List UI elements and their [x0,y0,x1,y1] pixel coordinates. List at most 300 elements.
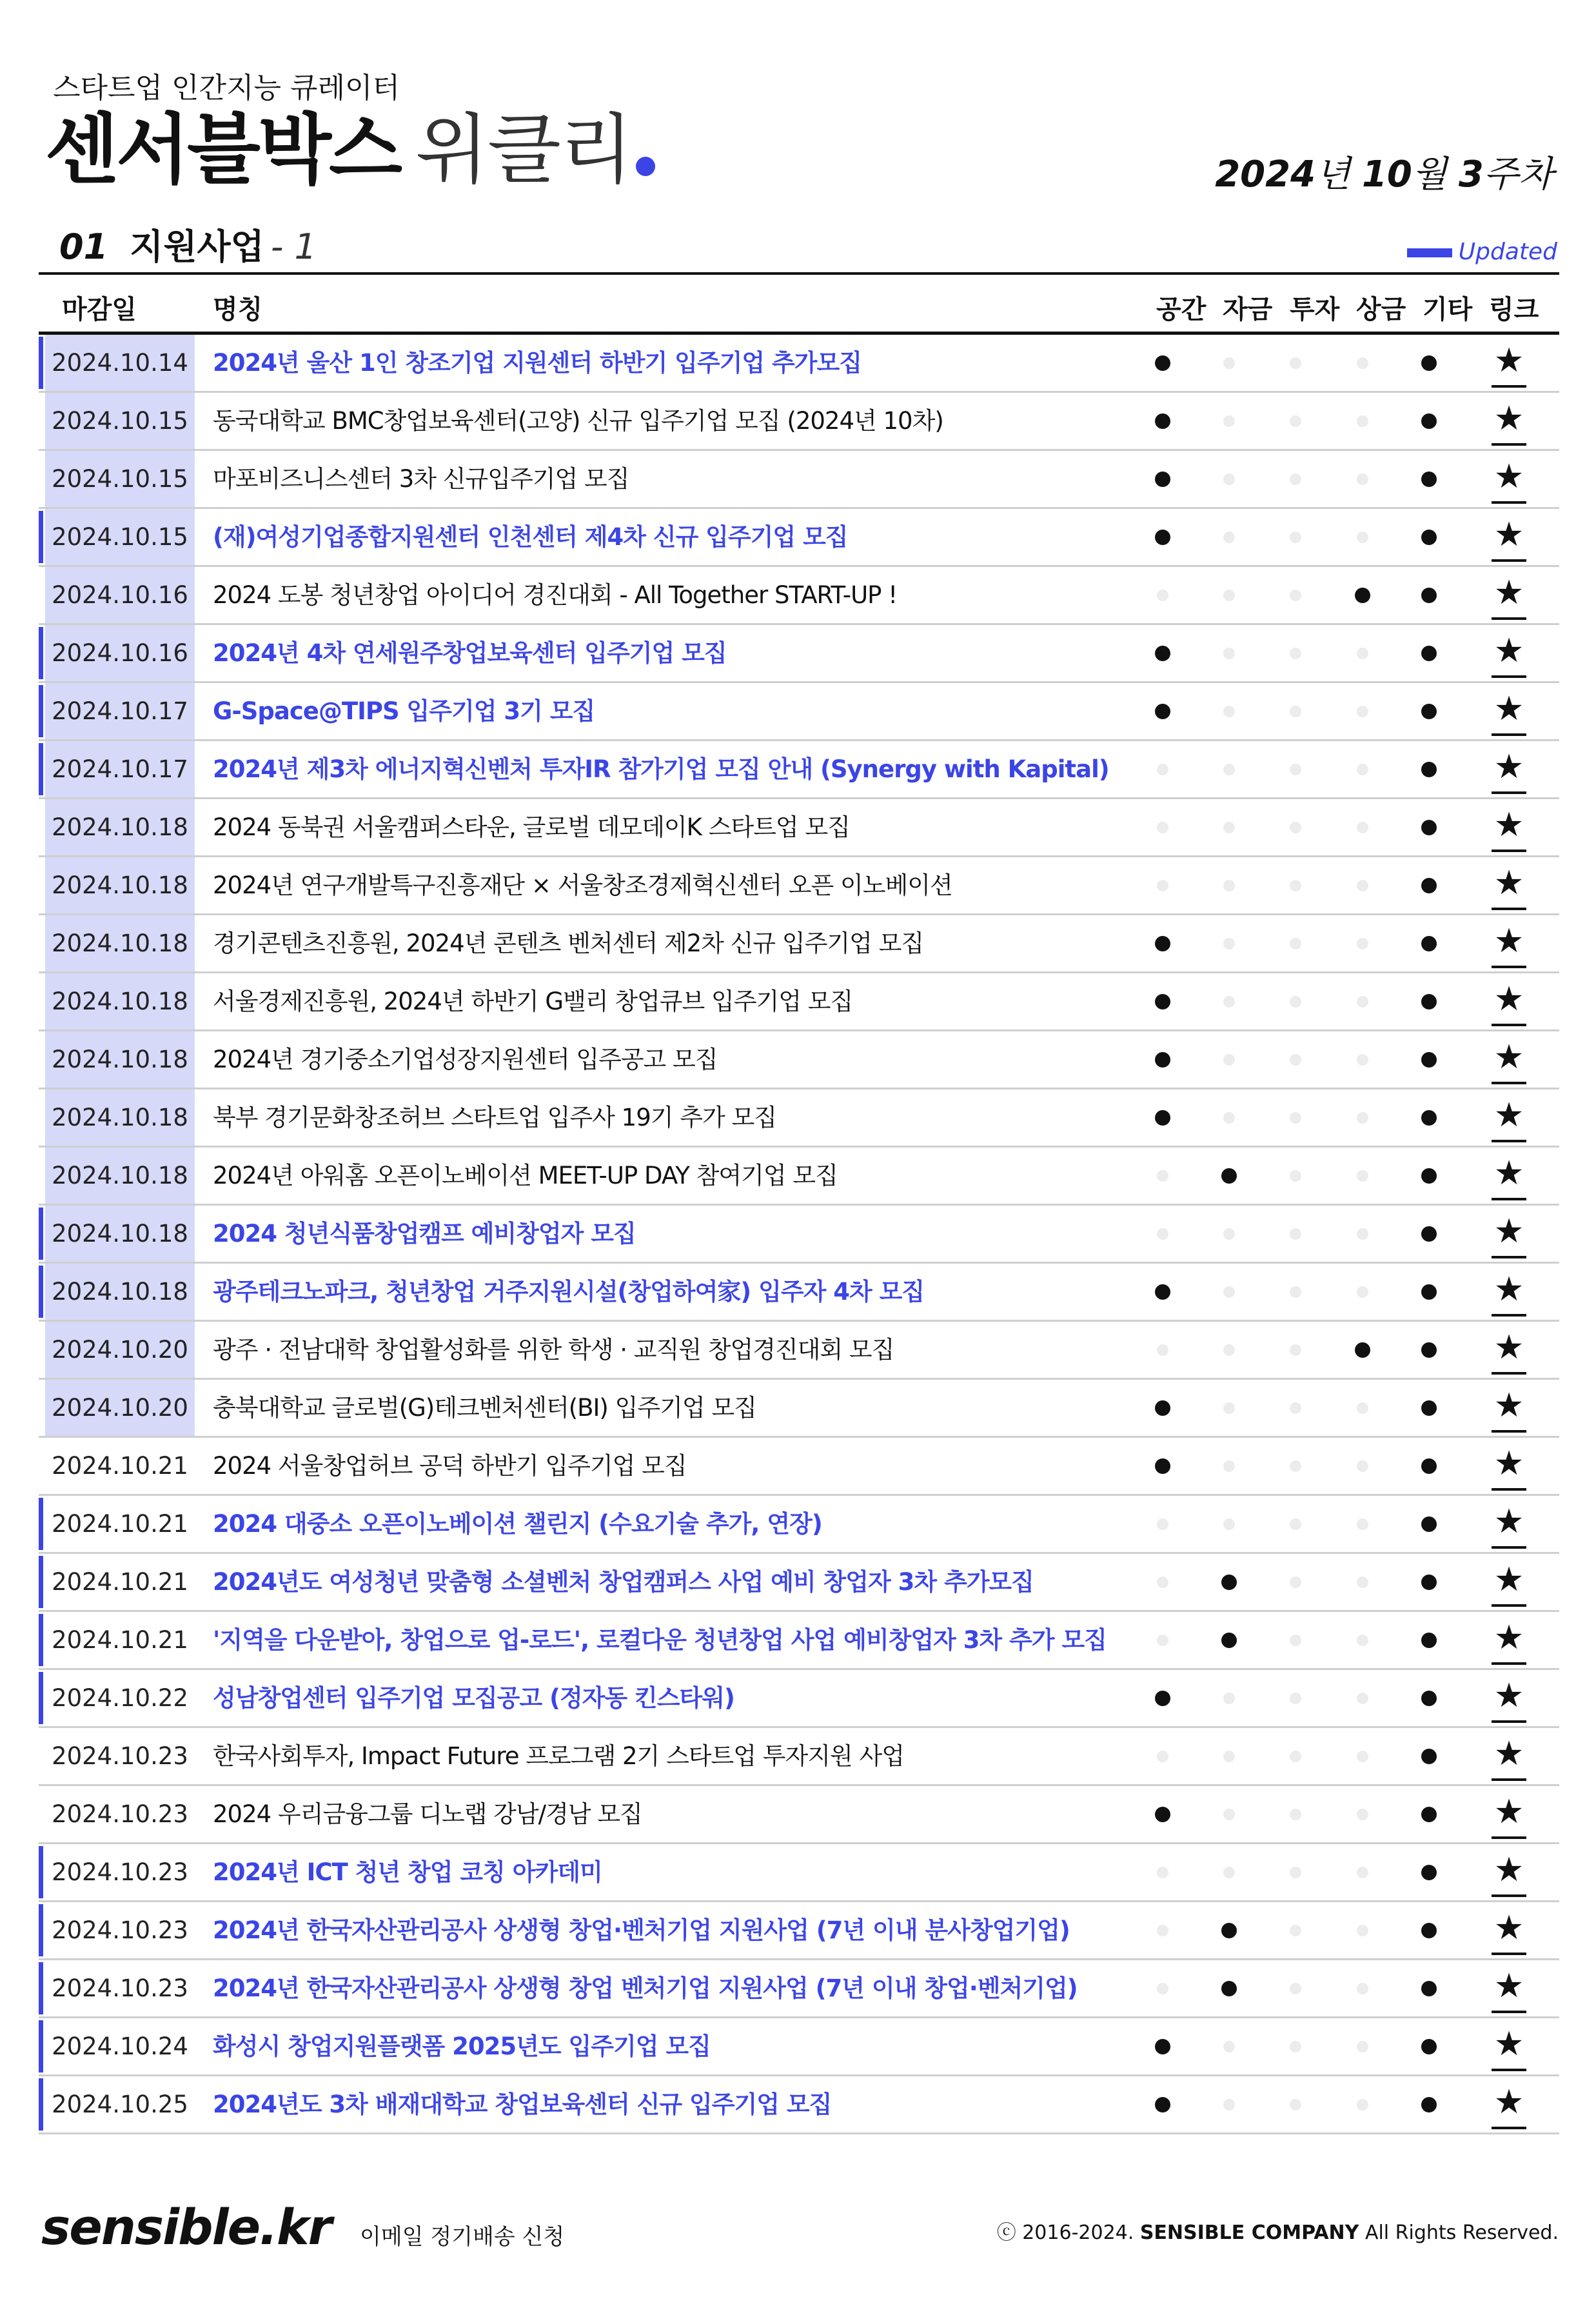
filled-dot-icon [1155,704,1170,719]
row-invest-indicator [1276,741,1315,797]
table-row[interactable] [39,393,1559,451]
row-title[interactable]: 2024년 아워홈 오픈이노베이션 MEET-UP DAY 참여기업 모집 [213,1162,838,1189]
table-row[interactable] [39,1438,1559,1496]
star-icon: ★ [1493,341,1524,380]
row-invest-indicator [1276,1264,1315,1320]
row-etc-indicator [1410,1844,1448,1900]
row-prize-indicator [1343,1612,1382,1668]
empty-dot-icon [1357,1228,1368,1240]
row-prize-indicator [1343,509,1382,565]
table-row[interactable] [39,1844,1559,1902]
filled-dot-icon [1421,2039,1437,2054]
row-prize-indicator [1343,1148,1382,1204]
empty-dot-icon [1290,590,1301,601]
row-space-indicator [1143,1554,1182,1610]
row-space-indicator [1143,1496,1182,1552]
empty-dot-icon [1157,822,1168,833]
filled-dot-icon [1421,413,1437,429]
table-row[interactable] [39,799,1559,857]
copyright [997,2216,1559,2245]
empty-dot-icon [1290,532,1301,543]
row-space-indicator [1143,1786,1182,1842]
row-prize-indicator [1343,1031,1382,1088]
row-space-indicator [1143,1089,1182,1146]
filled-dot-icon [1155,646,1170,661]
row-invest-indicator [1276,683,1315,739]
empty-dot-icon [1357,1809,1368,1820]
row-title[interactable]: 동국대학교 BMC창업보육센터(고양) 신규 입주기업 모집 (2024년 10차) [213,407,943,435]
row-fund-indicator [1210,2076,1248,2132]
row-invest-indicator [1276,1496,1315,1552]
row-link-button[interactable] [1486,2082,1532,2129]
row-title[interactable]: 마포비즈니스센터 3차 신규입주기업 모집 [213,465,629,493]
row-title[interactable]: 2024년 제3차 에너지혁신벤처 투자IR 참가기업 모집 안내 (Synergy with Kapital) [213,755,1109,783]
row-invest-indicator [1276,1089,1315,1146]
row-title[interactable]: 2024년 연구개발특구진흥재단 × 서울창조경제혁신센터 오픈 이노베이션 [213,871,952,899]
table-row[interactable] [39,1554,1559,1612]
empty-dot-icon [1157,1983,1168,1994]
section-number: 01 [59,226,108,267]
row-invest-indicator [1276,451,1315,507]
row-invest-indicator [1276,1322,1315,1378]
row-title[interactable]: 성남창업센터 입주기업 모집공고 (정자동 킨스타워) [213,1684,734,1712]
row-link-button[interactable] [1486,2023,1532,2071]
row-title[interactable]: 2024 대중소 오픈이노베이션 챌린지 (수요기술 추가, 연장) [213,1510,822,1538]
row-link-button[interactable] [1486,1211,1532,1258]
row-etc-indicator [1410,741,1448,797]
empty-dot-icon [1290,880,1301,891]
filled-dot-icon [1421,1226,1437,1242]
empty-dot-icon [1357,1402,1368,1414]
filled-dot-icon [1155,2097,1170,2112]
row-link-button[interactable] [1486,572,1532,620]
row-fund-indicator [1210,1728,1248,1784]
copyright-prefix: ⓒ 2016-2024. [996,2222,1134,2244]
row-etc-indicator [1410,1438,1448,1494]
row-link-button[interactable] [1486,862,1532,910]
row-space-indicator [1143,1031,1182,1088]
empty-dot-icon [1357,357,1368,369]
row-fund-indicator [1210,973,1248,1029]
row-invest-indicator [1276,1438,1315,1494]
empty-dot-icon [1357,1751,1368,1762]
table-row[interactable] [39,1089,1559,1148]
table-row[interactable] [39,1496,1559,1554]
row-prize-indicator [1343,1844,1382,1900]
table-row[interactable] [39,1264,1559,1322]
empty-dot-icon [1357,1925,1368,1936]
row-fund-indicator [1210,1844,1248,1900]
link-underline [1492,966,1526,968]
row-invest-indicator [1276,393,1315,449]
row-space-indicator [1143,451,1182,507]
star-icon: ★ [1493,690,1524,728]
table-header [39,275,1559,335]
star-icon: ★ [1493,457,1524,496]
row-space-indicator [1143,799,1182,855]
row-fund-indicator [1210,1264,1248,1320]
star-icon: ★ [1493,1212,1524,1251]
empty-dot-icon [1357,1170,1368,1182]
row-link-button[interactable] [1486,1791,1532,1839]
empty-dot-icon [1290,648,1301,659]
empty-dot-icon [1157,1867,1168,1878]
empty-dot-icon [1223,938,1235,949]
row-title[interactable]: 2024년 한국자산관리공사 상생형 창업 벤처기업 지원사업 (7년 이내 창업·벤처기업) [213,1974,1078,2002]
row-prize-indicator [1343,625,1382,681]
row-fund-indicator [1210,857,1248,913]
empty-dot-icon [1223,880,1235,891]
table-row[interactable] [39,1728,1559,1786]
empty-dot-icon [1157,1635,1168,1646]
row-deadline: 2024.10.21 [52,1452,188,1480]
table-row[interactable] [39,857,1559,915]
link-underline [1492,1256,1526,1258]
row-deadline: 2024.10.18 [45,915,195,971]
filled-dot-icon [1421,1807,1437,1822]
empty-dot-icon [1223,1867,1235,1878]
row-link-button[interactable] [1486,1095,1532,1142]
table-row[interactable] [39,683,1559,741]
star-icon: ★ [1493,399,1524,438]
star-icon: ★ [1493,1909,1524,1947]
row-space-indicator [1143,857,1182,913]
filled-dot-icon [1155,1691,1170,1706]
row-fund-indicator [1210,741,1248,797]
empty-dot-icon [1223,415,1235,427]
row-link-button[interactable] [1486,804,1532,852]
empty-dot-icon [1223,473,1235,485]
row-invest-indicator [1276,1612,1315,1668]
row-fund-indicator [1210,2018,1248,2074]
filled-dot-icon [1221,1633,1237,1648]
empty-dot-icon [1157,590,1168,601]
row-etc-indicator [1410,857,1448,913]
row-link-button[interactable] [1486,1153,1532,1200]
row-etc-indicator [1410,1612,1448,1668]
row-deadline: 2024.10.18 [45,973,195,1029]
empty-dot-icon [1357,706,1368,717]
row-link-button[interactable] [1486,456,1532,504]
empty-dot-icon [1223,1460,1235,1472]
row-prize-indicator [1343,741,1382,797]
empty-dot-icon [1290,764,1301,775]
row-title[interactable]: 광주 · 전남대학 창업활성화를 위한 학생 · 교직원 창업경진대회 모집 [213,1336,894,1364]
table-row[interactable] [39,1902,1559,1960]
empty-dot-icon [1157,1751,1168,1762]
link-underline [1492,1894,1526,1897]
table-row[interactable] [39,1148,1559,1206]
row-title[interactable]: (재)여성기업종합지원센터 인천센터 제4차 신규 입주기업 모집 [213,523,848,551]
empty-dot-icon [1223,1809,1235,1820]
empty-dot-icon [1290,1402,1301,1414]
row-link-button[interactable] [1486,398,1532,446]
row-link-button[interactable] [1486,340,1532,388]
row-link-button[interactable] [1486,1269,1532,1317]
filled-dot-icon [1421,1981,1437,1996]
table-row[interactable] [39,567,1559,625]
row-etc-indicator [1410,1960,1448,2016]
empty-dot-icon [1357,938,1368,949]
row-space-indicator [1143,1438,1182,1494]
empty-dot-icon [1290,996,1301,1008]
empty-dot-icon [1223,996,1235,1008]
row-title[interactable]: 충북대학교 글로벌(G)테크벤처센터(BI) 입주기업 모집 [213,1394,756,1422]
row-link-button[interactable] [1486,1501,1532,1549]
filled-dot-icon [1355,1342,1370,1358]
row-title[interactable]: 2024년도 3차 배재대학교 창업보육센터 신규 입주기업 모집 [213,2091,832,2118]
empty-dot-icon [1290,1344,1301,1356]
row-link-button[interactable] [1486,1443,1532,1491]
row-title[interactable]: G-Space@TIPS 입주기업 3기 모집 [213,697,595,725]
link-underline [1492,2069,1526,2071]
row-deadline: 2024.10.18 [45,1089,195,1146]
row-space-indicator [1143,1670,1182,1726]
empty-dot-icon [1290,2041,1301,2053]
row-etc-indicator [1410,393,1448,449]
col-name: 명칭 [213,295,263,324]
col-space: 공간 [1156,295,1207,324]
empty-dot-icon [1223,1286,1235,1298]
row-space-indicator [1143,509,1182,565]
filled-dot-icon [1421,1110,1437,1126]
row-title[interactable]: 2024 동북권 서울캠퍼스타운, 글로벌 데모데이K 스타트업 모집 [213,813,850,841]
star-icon: ★ [1493,1270,1524,1309]
row-fund-indicator [1210,1960,1248,2016]
empty-dot-icon [1157,1925,1168,1936]
empty-dot-icon [1357,415,1368,427]
table-row[interactable] [39,1612,1559,1670]
row-fund-indicator [1210,1612,1248,1668]
col-fund: 자금 [1223,295,1273,324]
filled-dot-icon [1355,588,1370,603]
empty-dot-icon [1357,1112,1368,1124]
row-invest-indicator [1276,799,1315,855]
table-row[interactable] [39,451,1559,509]
table-row[interactable] [39,1031,1559,1089]
row-invest-indicator [1276,1031,1315,1088]
row-link-button[interactable] [1486,746,1532,794]
row-prize-indicator [1343,915,1382,971]
row-deadline: 2024.10.18 [45,1264,195,1320]
row-space-indicator [1143,1902,1182,1958]
row-prize-indicator [1343,1670,1382,1726]
row-invest-indicator [1276,1728,1315,1784]
row-title[interactable]: 2024년 한국자산관리공사 상생형 창업·벤처기업 지원사업 (7년 이내 분사창업기업) [213,1916,1070,1944]
row-etc-indicator [1410,683,1448,739]
row-prize-indicator [1343,2076,1382,2132]
row-deadline: 2024.10.15 [45,509,195,565]
row-deadline: 2024.10.23 [52,1858,188,1886]
row-etc-indicator [1410,1728,1448,1784]
empty-dot-icon [1357,473,1368,485]
filled-dot-icon [1155,413,1170,429]
brand-dot-icon [636,157,655,176]
row-title[interactable]: 2024년 경기중소기업성장지원센터 입주공고 모집 [213,1046,718,1073]
filled-dot-icon [1421,588,1437,603]
link-underline [1492,1372,1526,1375]
empty-dot-icon [1290,1983,1301,1994]
table-row[interactable] [39,509,1559,567]
table-row[interactable] [39,973,1559,1031]
star-icon: ★ [1493,922,1524,960]
row-prize-indicator [1343,1496,1382,1552]
star-icon: ★ [1493,1618,1524,1657]
table-row[interactable] [39,1322,1559,1380]
row-etc-indicator [1410,1496,1448,1552]
row-deadline: 2024.10.23 [52,1974,188,2002]
col-deadline: 마감일 [62,295,137,324]
row-invest-indicator [1276,1670,1315,1726]
row-space-indicator [1143,393,1182,449]
row-deadline: 2024.10.23 [52,1800,188,1828]
row-title[interactable]: 2024 서울창업허브 공덕 하반기 입주기업 모집 [213,1452,687,1480]
row-link-button[interactable] [1486,1385,1532,1433]
table-row[interactable] [39,2076,1559,2134]
star-icon: ★ [1493,1793,1524,1831]
link-underline [1492,791,1526,794]
empty-dot-icon [1290,1867,1301,1878]
link-underline [1492,675,1526,678]
star-icon: ★ [1493,2025,1524,2063]
star-icon: ★ [1493,1560,1524,1599]
filled-dot-icon [1155,1807,1170,1822]
row-title[interactable]: 2024 도봉 청년창업 아이디어 경진대회 - All Together START-UP ! [213,581,898,609]
row-prize-indicator [1343,799,1382,855]
empty-dot-icon [1223,1751,1235,1762]
row-link-button[interactable] [1486,1675,1532,1723]
filled-dot-icon [1421,1923,1437,1938]
row-title[interactable]: 북부 경기문화창조허브 스타트업 입주사 19기 추가 모집 [213,1104,776,1131]
row-link-button[interactable] [1486,1559,1532,1607]
row-space-indicator [1143,1148,1182,1204]
row-deadline: 2024.10.16 [45,567,195,623]
row-title[interactable]: 한국사회투자, Impact Future 프로그램 2기 스타트업 투자지원 사업 [213,1742,905,1770]
row-link-button[interactable] [1486,630,1532,678]
link-underline [1492,1546,1526,1549]
empty-dot-icon [1223,2041,1235,2053]
row-link-button[interactable] [1486,1037,1532,1084]
row-title[interactable]: 2024년 4차 연세원주창업보육센터 입주기업 모집 [213,639,727,667]
row-link-button[interactable] [1486,1327,1532,1375]
row-fund-indicator [1210,1496,1248,1552]
table-row[interactable] [39,741,1559,799]
row-etc-indicator [1410,1554,1448,1610]
row-prize-indicator [1343,1380,1382,1436]
table-row[interactable] [39,625,1559,683]
table-row[interactable] [39,915,1559,973]
row-link-button[interactable] [1486,688,1532,736]
row-title[interactable]: 광주테크노파크, 청년창업 거주지원시설(창업하여家) 입주자 4차 모집 [213,1278,925,1306]
filled-dot-icon [1421,1168,1437,1184]
row-fund-indicator [1210,451,1248,507]
row-prize-indicator [1343,2018,1382,2074]
star-icon: ★ [1493,1328,1524,1367]
updated-legend-bar [1407,248,1452,257]
updated-legend [1407,239,1557,265]
row-title[interactable]: 2024년도 여성청년 맞춤형 소셜벤처 창업캠퍼스 사업 예비 창업자 3차 추가모집 [213,1568,1034,1596]
table-row[interactable] [39,1786,1559,1844]
row-link-button[interactable] [1486,920,1532,968]
row-deadline: 2024.10.22 [52,1684,188,1712]
row-link-button[interactable] [1486,1849,1532,1897]
link-underline [1492,2127,1526,2129]
table-row[interactable] [39,2018,1559,2076]
row-space-indicator [1143,1206,1182,1262]
row-prize-indicator [1343,1554,1382,1610]
row-title[interactable]: 2024 우리금융그룹 디노랩 강남/경남 모집 [213,1800,642,1828]
filled-dot-icon [1421,1342,1437,1358]
row-title[interactable]: 2024년 울산 1인 창조기업 지원센터 하반기 입주기업 추가모집 [213,349,862,377]
week-month-unit: 월 [1412,154,1448,195]
row-title[interactable]: 2024 청년식품창업캠프 예비창업자 모집 [213,1220,636,1247]
row-link-button[interactable] [1486,1617,1532,1665]
row-prize-indicator [1343,973,1382,1029]
link-underline [1492,559,1526,562]
star-icon: ★ [1493,864,1524,902]
brand-bold: 센서블박스 [45,105,400,194]
row-title[interactable]: 화성시 창업지원플랫폼 2025년도 입주기업 모집 [213,2033,711,2060]
row-deadline: 2024.10.23 [52,1742,188,1770]
star-icon: ★ [1493,515,1524,554]
row-space-indicator [1143,625,1182,681]
empty-dot-icon [1290,1112,1301,1124]
row-link-button[interactable] [1486,1733,1532,1781]
empty-dot-icon [1223,764,1235,775]
row-deadline: 2024.10.21 [52,1510,188,1538]
footer-logo[interactable]: sensible.kr [41,2198,331,2256]
row-invest-indicator [1276,1902,1315,1958]
row-prize-indicator [1343,1728,1382,1784]
row-link-button[interactable] [1486,979,1532,1026]
empty-dot-icon [1357,1054,1368,1066]
section-heading [59,219,317,269]
row-link-button[interactable] [1486,1965,1532,2013]
row-fund-indicator [1210,1670,1248,1726]
row-title[interactable]: 서울경제진흥원, 2024년 하반기 G밸리 창업큐브 입주기업 모집 [213,988,853,1015]
row-link-button[interactable] [1486,514,1532,562]
row-deadline: 2024.10.17 [45,683,195,739]
filled-dot-icon [1421,1400,1437,1416]
subscribe-link[interactable]: 이메일 정기배송 신청 [360,2224,565,2250]
table-row[interactable] [39,1670,1559,1728]
row-deadline: 2024.10.25 [52,2091,188,2118]
table-row[interactable] [39,1960,1559,2018]
row-space-indicator [1143,1612,1182,1668]
row-title[interactable]: 경기콘텐츠진흥원, 2024년 콘텐츠 벤처센터 제2차 신규 입주기업 모집 [213,929,924,957]
row-prize-indicator [1343,683,1382,739]
empty-dot-icon [1290,1925,1301,1936]
row-title[interactable]: '지역을 다운받아, 창업으로 업-로드', 로컬다운 청년창업 사업 예비창업자 3차 추가 모집 [213,1626,1107,1654]
row-fund-indicator [1210,1438,1248,1494]
table-row[interactable] [39,1206,1559,1264]
row-prize-indicator [1343,1206,1382,1262]
row-fund-indicator [1210,1206,1248,1262]
empty-dot-icon [1223,532,1235,543]
table-row[interactable] [39,1380,1559,1438]
empty-dot-icon [1157,1228,1168,1240]
table-row[interactable] [39,335,1559,393]
star-icon: ★ [1493,1386,1524,1425]
empty-dot-icon [1290,2099,1301,2111]
empty-dot-icon [1357,1460,1368,1472]
row-title[interactable]: 2024년 ICT 청년 창업 코칭 아카데미 [213,1858,602,1886]
filled-dot-icon [1221,1575,1237,1590]
star-icon: ★ [1493,1734,1524,1773]
row-link-button[interactable] [1486,1907,1532,1955]
row-fund-indicator [1210,1148,1248,1204]
star-icon: ★ [1493,573,1524,612]
